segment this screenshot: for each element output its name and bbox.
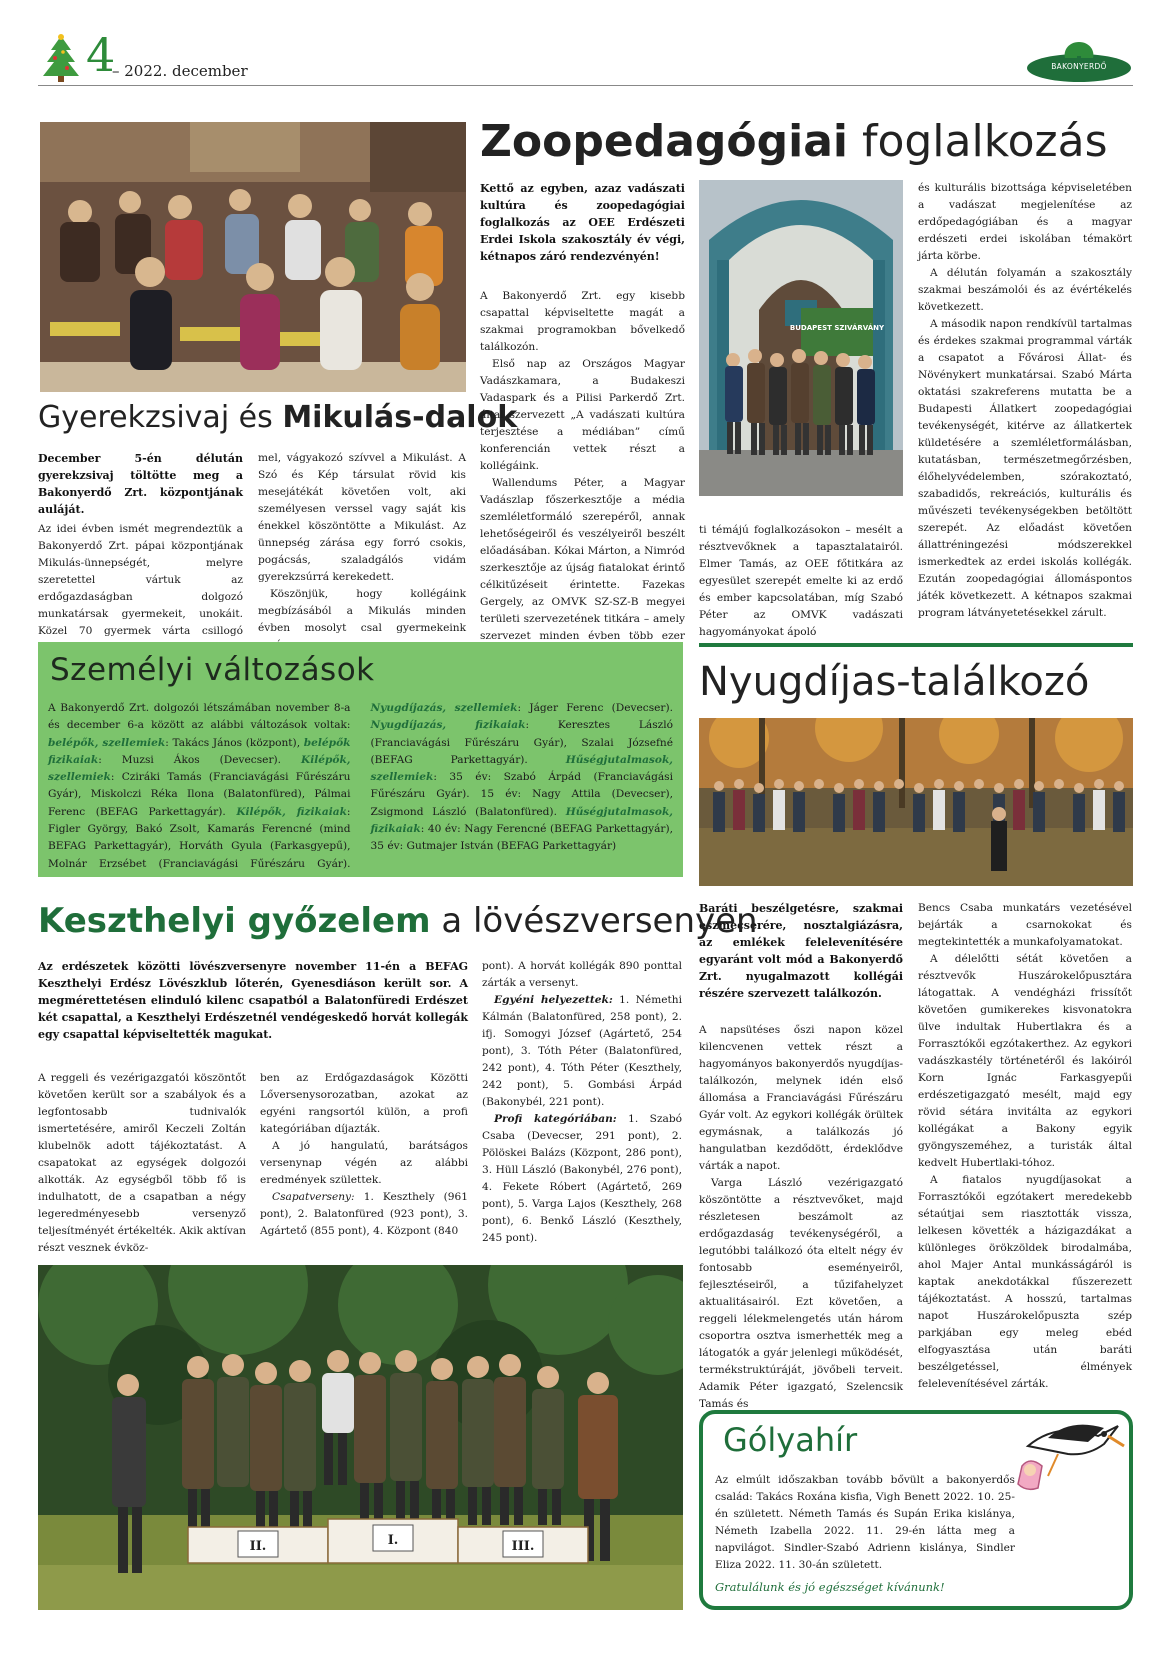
szemelyi-text-3: : Cziráki Tamás (Franciavágási Fűrészáru Gyár), Miskolczi Réka Ilona (Balatonfüred), Pálmai Ferenc (BEFAG Parkettagyár). (48, 771, 351, 818)
golyahir-text: Az elmúlt időszakban tovább bővült a bakonyerdős család: Takács Roxána kisfia, Vigh Benett 2022. 10. 25-én született. Németh Tamás és Supán Erika kislánya, Németh Izabella 2022. 11. 29-én látta meg a napvilágot. Sindler-Szabó Adrienn kislánya, Sindler Eliza 2022. 11. 30-án született. (715, 1474, 1015, 1571)
nyugdijas-top-rule (699, 643, 1133, 647)
mikulas-title-light: Gyerekzsivaj és (38, 400, 283, 435)
mikulas-audience-photo (40, 122, 466, 392)
szemelyi-text (48, 700, 673, 873)
zoo-title (480, 115, 1135, 169)
podium-label-first: I. (387, 1533, 399, 1548)
nyugdijas-col2-p2: A délelőtti sétát követően a résztvevők Huszárokelőpusztára látogattak. A vendégházi frissítőt követően gumikerekes kisvonatokra ülve indultak Hubertlakra és a Forrasztókői egzótakerthez. Az egykori vadászkastély történetéről és lakóiról Korn Ignác Farkasgyepűi erdészetigazgató mesélt, majd egy rövid sétára invitálta az egykori kollégákat a Bakony egyik gyöngyszeméhez, a turisták által kedvelt Hubertlaki-tóhoz. (918, 953, 1132, 1169)
page-header (0, 0, 1170, 90)
keszthely-col2-p3 (260, 1189, 468, 1240)
keszthely-label-egyeni: Egyéni helyezettek: (494, 994, 613, 1006)
mikulas-lead: December 5-én délután gyerekzsivaj töltötte meg a Bakonyerdő Zrt. központjának auláját. (38, 452, 243, 516)
zoo-col1-p2: Első nap az Országos Magyar Vadászkamara, a Budakeszi Vadaspark és a Pilisi Parkerdő Zrt. által szervezett „A vadászati kultúra terjesztése a médiában” című konferencián vettek részt a kollégáink. (480, 358, 685, 472)
mikulas-title (38, 400, 518, 436)
keszthely-col3 (482, 958, 682, 1247)
mikulas-col2-p1: mel, vágyakozó szívvel a Mikulást. A Szó és Kép társulat rövid kis mesejátékát követően volt, aki személyesen verssel vagy saját kis énekkel köszöntötte a Mikulást. Az ünnepség zárása egy forró csokis, pogácsás, szaladgálós vidám gyerekzsúrrá kerekedett. (258, 452, 466, 583)
logo-text: BAKONYERDŐ (1051, 62, 1107, 71)
szemelyi-text-2: : Muzsi Ákos (Devecser). (98, 753, 301, 766)
podium-label-second: II. (249, 1539, 267, 1554)
szemelyi-text-1: : Takács János (központ), (165, 736, 304, 749)
nyugdijas-col1-p2: Varga László vezérigazgató köszöntötte a résztvevőket, majd részletesen beszámolt az erdőgazdaság tevékenységéről, a legutóbbi találkozó óta eltelt négy év fontosabb eseményeiről, fejlesztéseiről, a tűzifahelyzet aktualitásairól. Ezt követően, a reggeli lélekmelengetés után három csoportra osztva ismerhették meg a látogatók a gyár jelenlegi működését, termékstruktúráját, jövőbeli terveit. Adamik Péter igazgató, Szelencsik Tamás és (699, 1177, 903, 1410)
nyugdijas-group-photo (699, 718, 1133, 886)
mikulas-title-bold: Mikulás-dalok (282, 400, 518, 435)
podium-label-third: III. (511, 1539, 535, 1554)
szemelyi-label-2: belépők fizikaiak (48, 736, 351, 766)
nyugdijas-lead: Baráti beszélgetésre, szakmai eszmecserére, nosztalgiázásra, az emlékek felelevenítésére egyaránt volt mód a Bakonyerdő Zrt. nyugalmazott kollégái részére szervezett találkozón. (699, 902, 903, 1000)
zoo-col3 (918, 180, 1132, 622)
keszthely-title (38, 900, 758, 942)
szemelyi-text-7: : 35 év: Szabó Árpád (Franciavágási Fűrészáru Gyár). 15 év: Nagy Attila (Devecser), Zsigmond László (Balatonfüred). (370, 771, 673, 818)
nyugdijas-col2 (918, 900, 1132, 1393)
keszthely-col3-p2 (482, 992, 682, 1111)
keszthely-title-bold: Keszthelyi győzelem (38, 901, 431, 941)
zoo-col2-text: ti témájú foglalkozásokon – mesélt a résztvevőknek a tapasztalatairól. Elmer Tamás, az OEE főtitkára az egyesület szerepét emelte ki az erdő és ember kapcsolatában, míg Szabó Péter az OMVK vadászati hagyományokat ápoló (699, 524, 903, 638)
mikulas-col1-text: Az idei évben ismét megrendeztük a Bakonyerdő Zrt. pápai központjának Mikulás-ünnepségét, melyre szeretettel vártuk az erdőgazdaságban dolgozó munkatársak gyermekeit, unokáit. Közel 70 gyermek várta csillogó (38, 523, 243, 637)
szemelyi-text-4: : Figler György, Bakó Zsolt, Kamarás Ferencné (mind BEFAG Parkettagyár), Horváth Gyula (Farkasgyepű), Molnár Erzsébet (Franciavágási Fűrészáru Gyár). (48, 805, 351, 870)
szemelyi-label-6: Nyugdíjazás, fizikaiak (370, 719, 526, 732)
golyahir-title: Gólyahír (723, 1421, 858, 1459)
keszthely-csapat-results: 1. Keszthely (961 pont), 2. Balatonfüred (923 pont), 3. Agártető (855 pont), 4. Központ (840 (260, 1191, 468, 1237)
issue-date: – 2022. december (112, 62, 248, 80)
keszthely-egyeni-results: 1. Némethi Kálmán (Balatonfüred, 258 pont), 2. ifj. Somogyi József (Agártető, 254 pont), 3. Tóth Péter (Balatonfüred, 242 pont), 4. Tóth Péter (Keszthely, 242 pont), 5. Gombási Árpád (Bakonybél, 221 pont). (482, 994, 682, 1108)
zoo-sign-line: BUDAPEST SZIVÁRVÁNY (789, 324, 885, 332)
mikulas-col1 (38, 521, 243, 657)
stork-baby-icon (1008, 1416, 1126, 1496)
zoo-col3-p1: és kulturális bizottsága képviseletében a vadászat megjelenítése az erdőpedagógiában és a magyar erdészeti erdei iskolában témakört járta körbe. (918, 182, 1132, 262)
zoo-title-bold: Zoopedagógiai (480, 116, 848, 167)
keszthely-col1 (38, 1070, 246, 1257)
szemelyi-label-8: Hűségjutalmasok, fizikaiak (370, 805, 673, 836)
zoo-col3-p2: A délután folyamán a szakosztály szakmai beszámolói és az évértékelés következett. (918, 267, 1132, 313)
keszthely-col2 (260, 1070, 468, 1240)
nyugdijas-title: Nyugdíjas-találkozó (699, 659, 1090, 705)
zoo-col1-p1: A Bakonyerdő Zrt. egy kisebb csapattal képviseltette magát a szakmai programokban bővelkedő találkozón. (480, 290, 685, 353)
golyahir-box (699, 1410, 1133, 1610)
nyugdijas-col2-p3: A fiatalos nyugdíjasokat a Forrasztókői egzótakert meredekebb sétaútjai sem riasztották vissza, lelkesen követték a házigazdákat a különleges örökzöldek birodalmába, ahol Majer Antal munkásságáról is kaptak anekdotákkal fűszerezett tájékoztatást. A hosszú, tartalmas napot Huszárokelőpuszta szép parkjában egy meleg ebéd elfogyasztása után baráti beszélgetéssel, élmények felelevenítésével zárták. (918, 1174, 1132, 1390)
zoo-col2 (699, 522, 903, 641)
keszthely-col2-p1: ben az Erdőgazdaságok Közötti Lőversenysorozatban, azokat az egyéni rangsortól külön, a profi kategóriában díjazták. (260, 1072, 468, 1135)
zoo-col3-p3: A második napon rendkívül tartalmas és érdekes szakmai programmal várták a csapatot a Fővárosi Állat- és Növénykert munkatársai. Szabó Márta oktatási szakreferens mutatta be a Budapesti Állatkert zoopedagógiai tevékenységét, kitérve az állatkertek küldetésére a szemléletformálásban, kutatásban, természetmegőrzésben, élőhelyvédelemben, szórakoztató, szabadidős, rekreációs, kulturális és művészeti tevékenységekben betöltött szerepét. Az előadást követően állattréningezési módszerekkel ismerkedtek az erdei iskolás kollégák. Ezután zoopedagógiai állomáspontos játék következett. A kétnapos szakmai program látványetetésekkel zárult. (918, 318, 1132, 619)
keszthely-podium-photo (38, 1265, 683, 1610)
nyugdijas-col2-p1: Bencs Csaba munkatárs vezetésével bejárták a csarnokokat és megtekintették a munkafolyamatokat. (918, 902, 1132, 948)
nyugdijas-col1 (699, 1022, 903, 1413)
keszthely-lead: Az erdészetek közötti lövészversenyre november 11-én a BEFAG Keszthelyi Erdész Lövészklub lőterén, Gyenesdiáson került sor. A megmérettetésen elinduló kilenc csapatból a Balatonfüredi Erdészet két csapattal, a Keszthelyi Erdészetnél vendégeskedő horvát kollegák egy csapattal képviseltették magukat. (38, 960, 468, 1041)
szemelyi-box (38, 642, 683, 877)
szemelyi-label-3: Kilépők, szellemiek (48, 753, 351, 784)
header-divider (38, 85, 1133, 86)
szemelyi-text-6: : Keresztes László (Franciavágási Fűrészáru Gyár), Szalai Józsefné (BEFAG Parkettagyár). (370, 719, 673, 766)
szemelyi-label-5: Nyugdíjazás, szellemiek (370, 702, 518, 714)
page-number: 4 (86, 28, 116, 82)
szemelyi-label-7: Hűségjutalmasok, szellemiek (370, 753, 673, 784)
zoo-sign-text (790, 323, 885, 332)
szemelyi-label-4: Kilépők, fizikaiak (236, 805, 347, 818)
zoo-gate-photo (699, 180, 903, 496)
mikulas-col2-p2: Köszönjük, hogy kollégáink megbízásából a Mikulás minden évben mosolyt csal gyermekeink (258, 588, 466, 634)
zoo-title-light: foglalkozás (847, 116, 1108, 167)
golyahir-closing: Gratulálunk és jó egészséget kívánunk! (715, 1580, 945, 1594)
keszthely-profi-results: 1. Szabó Csaba (Devecser, 291 pont), 2. Pölöskei Balázs (Központ, 286 pont), 3. Hüll László (Bakonybél, 276 pont), 4. Fekete Róbert (Agártető, 269 pont), 5. Varga Lajos (Keszthely, 268 pont), 6. Benkő László (Keszthely, 245 pont). (482, 1113, 682, 1244)
keszthely-col3-p1: pont). A horvát kollégák 890 ponttal zárták a versenyt. (482, 960, 682, 989)
keszthely-col1-text: A reggeli és vezérigazgatói köszöntőt követően került sor a szabályok és a legfontosabb tudnivalók ismertetésére, amiről Keczeli Zoltán klubelnök adott tájékoztatást. A csapatokat az egységek dolgozói alkották. Az egységből több fő is indulhatott, de a csapatban a négy legeredményesebb versenyző teljesítményét értékelték. Akik aktívan részt vesznek évköz- (38, 1072, 246, 1254)
szemelyi-intro: A Bakonyerdő Zrt. dolgozói létszámában november 8-a és december 6-a között az alábbi változások voltak: (48, 702, 351, 732)
szemelyi-label-1: belépők, szellemiek (48, 736, 166, 749)
christmas-tree-icon (40, 34, 82, 84)
mikulas-col2 (258, 450, 466, 654)
keszthely-label-profi: Profi kategóriában: (494, 1113, 617, 1125)
szemelyi-text-8: : 40 év: Nagy Ferencné (BEFAG Parkettagyár), 35 év: Gutmajer István (BEFAG Parkettagyár) (370, 823, 673, 853)
keszthely-col3-p3 (482, 1111, 682, 1247)
keszthely-title-light: a lövészversenyen (430, 901, 758, 941)
keszthely-col2-p2: A jó hangulatú, barátságos versenynap végén az alábbi eredmények születtek. (260, 1140, 468, 1186)
szemelyi-text-5: : Jáger Ferenc (Devecser). (517, 702, 673, 714)
bakonyerdo-logo (1025, 38, 1133, 86)
zoo-col1-p3: Wallendums Péter, a Magyar Vadászlap főszerkesztője a média szemléletformáló szerepéről, annak lehetőségeiről és veszélyeiről beszélt előadásában. Kókai Márton, a Nimród szerkesztője az újság fiatalokat érintő célkitűzéseit érintette. Fazekas Gergely, az OMVK SZ-SZ-B megyei területi szervezetének titkára – amely szervezet minden évben több ezer (480, 477, 685, 642)
nyugdijas-col1-p1: A napsütéses őszi napon közel kilencvenen vettek részt a hagyományos bakonyerdős nyugdíjas-találkozón, melynek idén első állomása a Franciavágási Fűrészáru Gyár volt. Az egykori kollégák örültek egymásnak, a találkozás jó hangulatban kezdődött, érdeklődve várták a napot. (699, 1024, 903, 1172)
zoo-col1 (480, 288, 685, 662)
szemelyi-title: Személyi változások (50, 652, 375, 688)
keszthely-label-csapat: Csapatverseny: (272, 1191, 355, 1203)
zoo-lead: Kettő az egyben, azaz vadászati kultúra és zoopedagógiai foglalkozás az OEE Erdészeti Erdei Iskola szakosztály év végi, kétnapos záró rendezvényén! (480, 182, 685, 263)
